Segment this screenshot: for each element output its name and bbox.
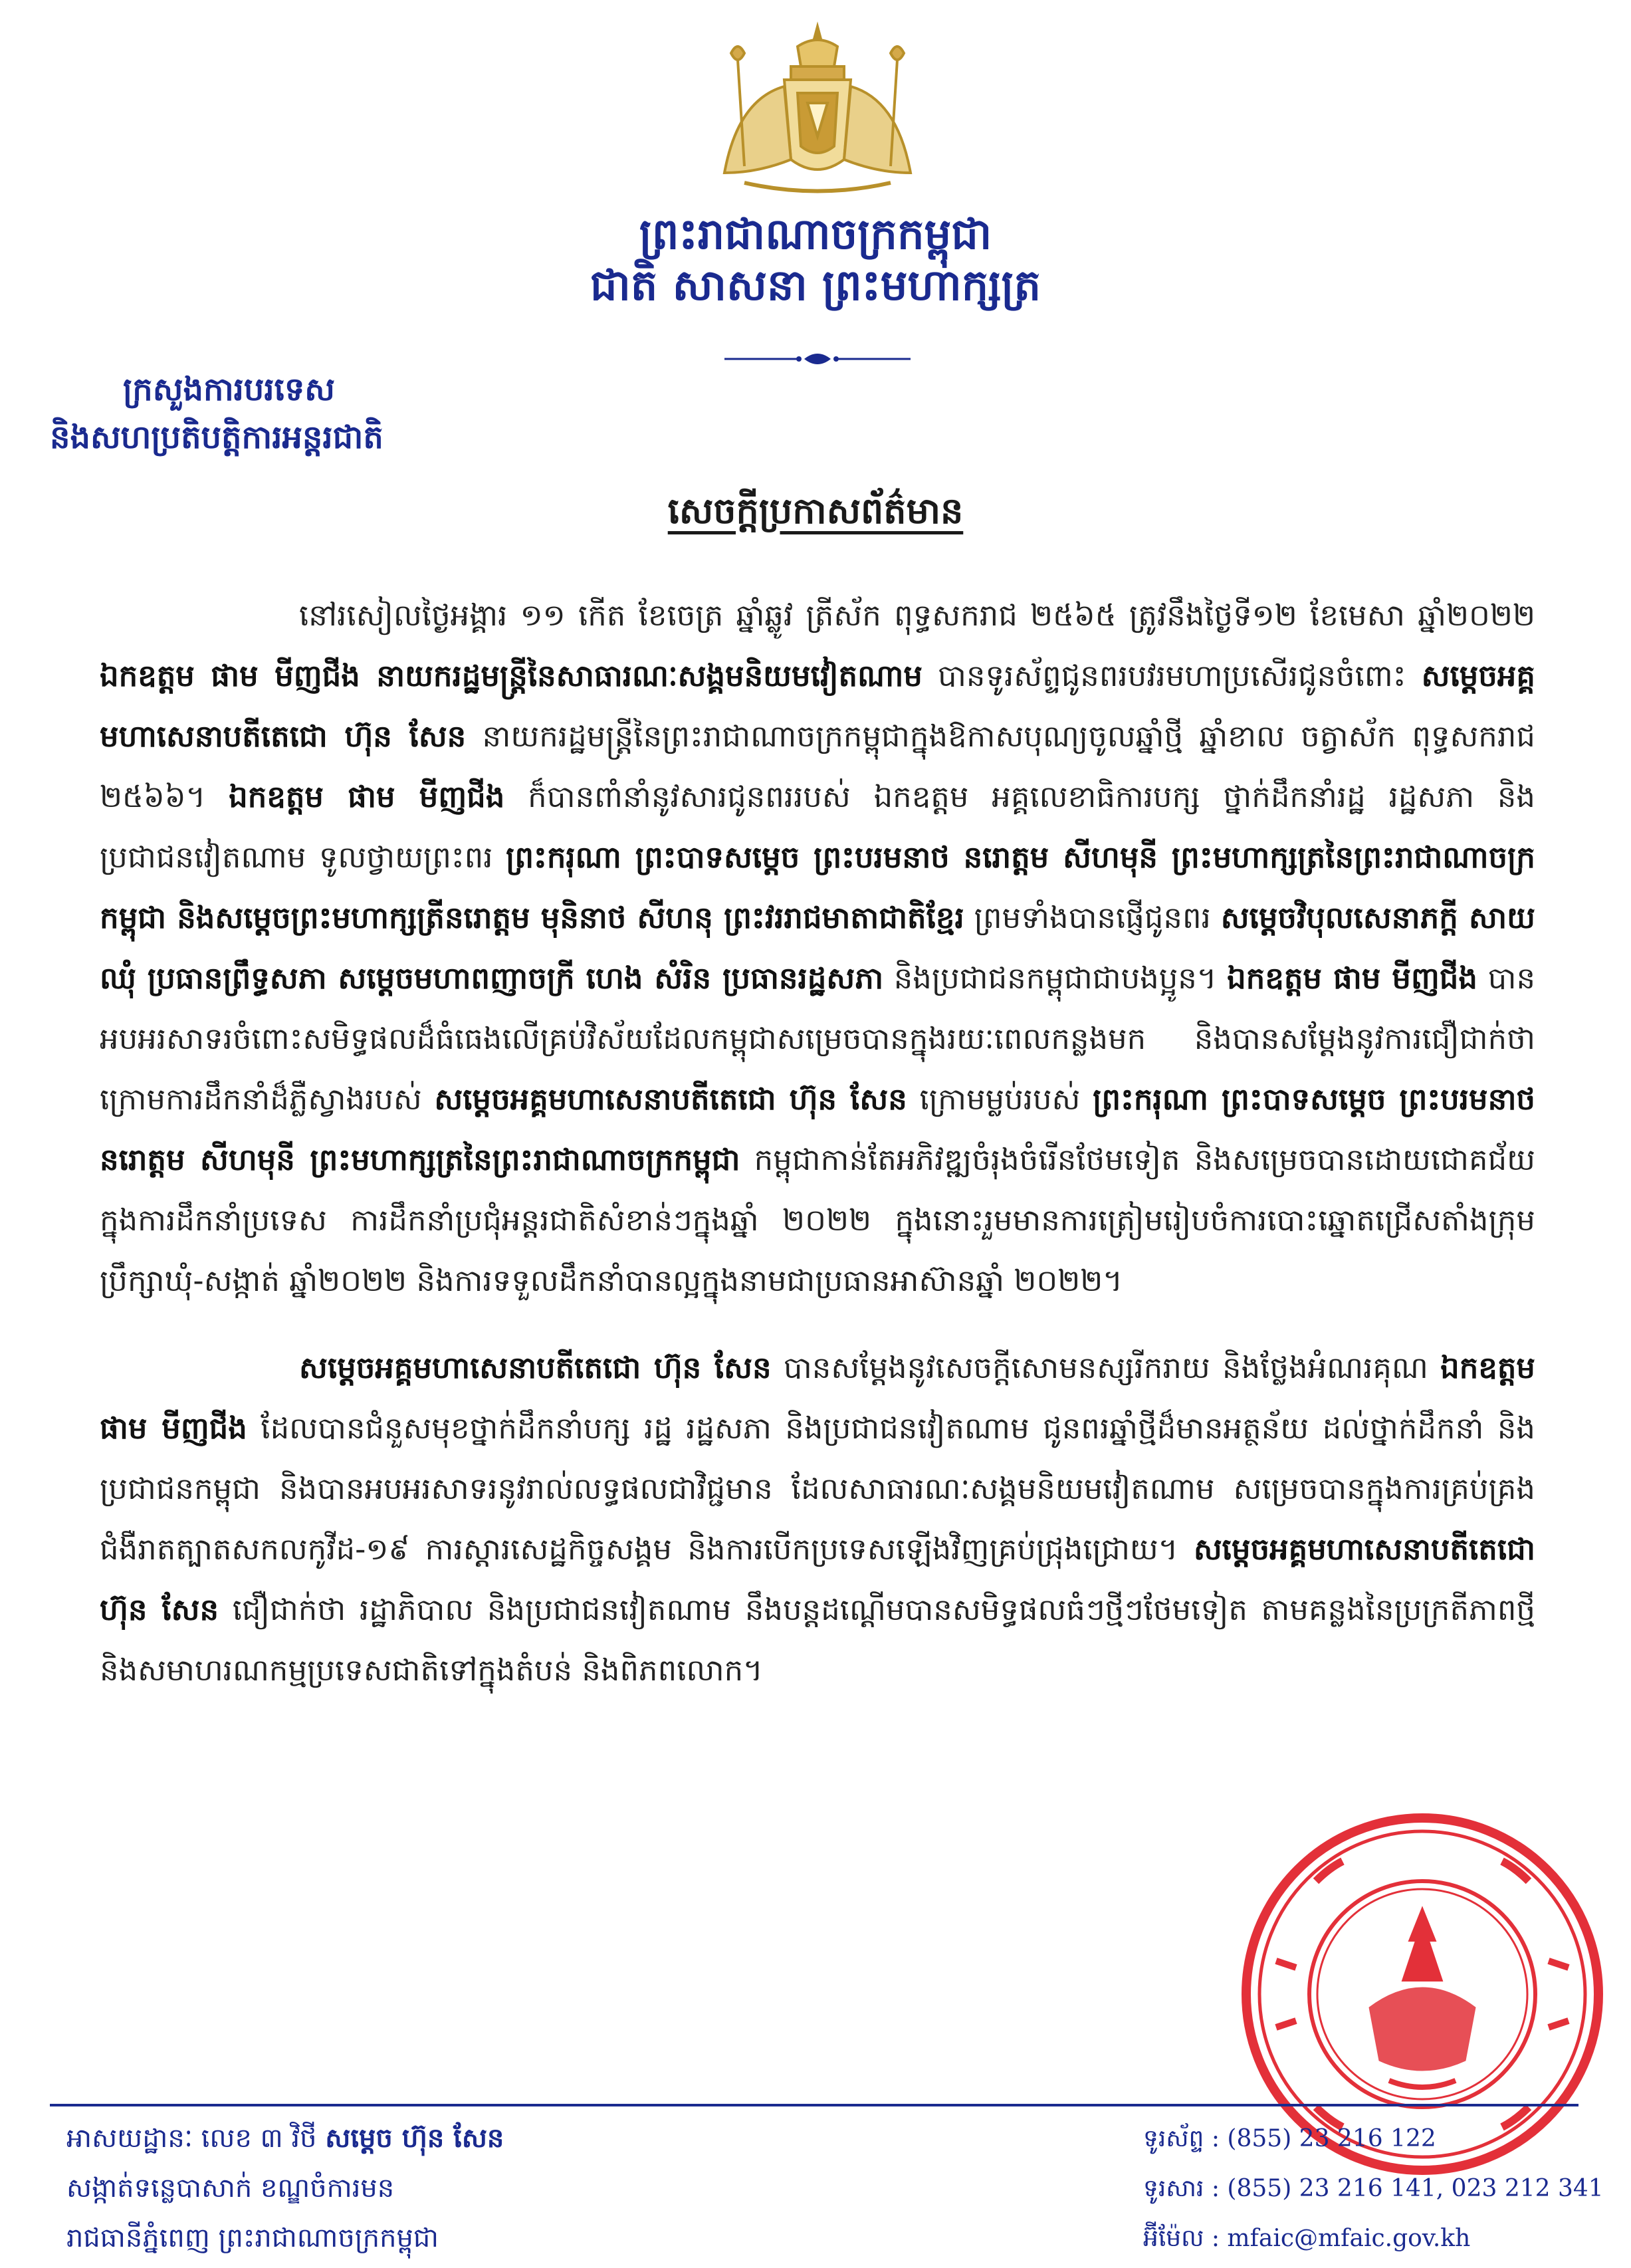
fax-value: : (855) 23 216 141, 023 212 341 [1211, 2175, 1604, 2202]
paragraph1-segment: ព្រះករុណា ព្រះបាទសម្តេច ព្រះបរមនាថ នរោត្តម សីហមុនី ព្រះមហាក្សត្រនៃព្រះរាជាណាចក្រកម្ពុជា [100, 1081, 1535, 1177]
royal-emblem-icon [698, 20, 937, 199]
paragraph1-segment: នាយករដ្ឋមន្ត្រីនៃព្រះរាជាណាចក្រកម្ពុជាក្នុងឱកាសបុណ្យចូលឆ្នាំថ្មី ឆ្នាំខាល ចត្វាស័ក ពុទ្ធសករាជ ២៥៦៦។ [100, 719, 1535, 814]
kingdom-title: ព្រះរាជាណាចក្រកម្ពុជា [639, 210, 992, 259]
paragraph2-segment: សម្តេចអគ្គមហាសេនាបតីតេជោ ហ៊ុន សែន [100, 1531, 1535, 1627]
footer-contacts [1143, 2114, 1604, 2263]
paragraph1-segment: ឯកឧត្តម ផាម មីញជីង នាយករដ្ឋមន្ត្រីនៃសាធារណៈសង្គមនិយមវៀតណាម [100, 658, 923, 693]
document-body [100, 585, 1535, 1727]
address-line-1 [66, 2114, 504, 2164]
paragraph1-segment: ក៏បានពាំនាំនូវសារជូនពររបស់ ឯកឧត្តម អគ្គលេខាធិការបក្ស ថ្នាក់ដឹកនាំរដ្ឋ រដ្ឋសភា និងប្រជាជនវៀតណាម ទូលថ្វាយព្រះពរ [100, 779, 1536, 875]
address-street: សម្តេច ហ៊ុន សែន [325, 2123, 504, 2154]
contact-email [1143, 2213, 1604, 2263]
paragraph2-segment: ជឿជាក់ថា រដ្ឋាភិបាល និងប្រជាជនវៀតណាម នឹងបន្តដណ្តើមបានសមិទ្ធផលធំៗថ្មីៗថែមទៀត តាមគន្លងនៃប្រក្រតីភាពថ្មី និងសមាហរណកម្មប្រទេសជាតិទៅក្នុងតំបន់ និងពិភពលោក។ [100, 1592, 1535, 1688]
ministry-name-line1: ក្រសួងការបរទេស [123, 371, 335, 408]
footer-address [66, 2114, 504, 2263]
document-title: សេចក្តីប្រកាសព័ត៌មាន [667, 490, 964, 532]
paragraph2-segment: ដែលបានជំនួសមុខថ្នាក់ដឹកនាំបក្ស រដ្ឋ រដ្ឋសភា និងប្រជាជនវៀតណាម ជូនពរឆ្នាំថ្មីដ៏មានអត្ថន័យ ដល់ថ្នាក់ដឹកនាំ និងប្រជាជនកម្ពុជា និងបានអបអរសាទរនូវរាល់លទ្ធផលជាវិជ្ជមាន ដែលសាធារណៈសង្គមនិយមវៀតណាម សម្រេចបានក្នុងការគ្រប់គ្រងជំងឺរាតត្បាតសកលកូវីដ-១៩ ការស្តារសេដ្ឋកិច្ចសង្គម និងការបើកប្រទេសឡើងវិញគ្រប់ជ្រុងជ្រោយ។ [100, 1411, 1535, 1567]
paragraph-2 [100, 1337, 1535, 1700]
fax-label: ទូរសារ [1143, 2175, 1204, 2202]
address-line-2: សង្កាត់ទន្លេបាសាក់ ខណ្ឌចំការមន [66, 2173, 395, 2204]
kingdom-motto: ជាតិ សាសនា ព្រះមហាក្សត្រ [590, 261, 1041, 310]
paragraph2-segment: ឯកឧត្តម ផាម មីញជីង [100, 1350, 1535, 1446]
footer-divider [50, 2104, 1578, 2106]
paragraph1-segment: បានទូរស័ព្ទជូនពរបវរមហាប្រសើរជូនចំពោះ [922, 658, 1422, 693]
address-prefix: អាសយដ្ឋានៈ លេខ ៣ វិថី [66, 2123, 326, 2154]
ministry-name-line2: និងសហប្រតិបត្តិការអន្តរជាតិ [50, 419, 383, 456]
paragraph-1 [100, 585, 1535, 1311]
paragraph1-segment: សម្តេចវិបុលសេនាភក្តី សាយ ឈុំ ប្រធានព្រឹទ្ធសភា សម្តេចមហាពញាចក្រី ហេង សំរិន ប្រធានរដ្ឋសភា [100, 900, 1535, 996]
paragraph1-segment: ព្រមទាំងបានផ្ញើជូនពរ [964, 900, 1221, 935]
paragraph1-segment: សម្តេចអគ្គមហាសេនាបតីតេជោ ហ៊ុន សែន [434, 1081, 907, 1117]
paragraph2-segment: បានសម្តែងនូវសេចក្តីសោមនស្សរីករាយ និងថ្លែងអំណរគុណ [771, 1350, 1441, 1385]
contact-phone [1143, 2114, 1604, 2164]
paragraph1-segment: ក្រោមម្លប់របស់ [907, 1081, 1093, 1117]
paragraph1-segment: ព្រះករុណា ព្រះបាទសម្តេច ព្រះបរមនាថ នរោត្តម សីហមុនី ព្រះមហាក្សត្រនៃព្រះរាជាណាចក្រកម្ពុជា និងសម្តេចព្រះមហាក្សត្រីនរោត្តម មុនិនាថ សីហនុ ព្រះវររាជមាតាជាតិខ្មែរ [100, 840, 1535, 935]
paragraph1-segment: បានអបអរសាទរចំពោះសមិទ្ធផលដ៏ធំធេងលើគ្រប់វិស័យដែលកម្ពុជាសម្រេចបានក្នុងរយៈពេលកន្លងមក និងបានសម្តែងនូវការជឿជាក់ថា ក្រោមការដឹកនាំដ៏ភ្លឺស្វាងរបស់ [100, 961, 1536, 1117]
paragraph1-segment: កម្ពុជាកាន់តែអភិវឌ្ឍចំរុងចំរើនថែមទៀត និងសម្រេចបានដោយជោគជ័យក្នុងការដឹកនាំប្រទេស ការដឹកនាំប្រជុំអន្តរជាតិសំខាន់ៗក្នុងឆ្នាំ ២០២២ ក្នុងនោះរួមមានការត្រៀមរៀបចំការបោះឆ្នោតជ្រើសតាំងក្រុមប្រឹក្សាឃុំ-សង្កាត់ ឆ្នាំ២០២២ និងការទទួលដឹកនាំបានល្អក្នុងនាមជាប្រធានអាស៊ានឆ្នាំ ២០២២។ [100, 1142, 1535, 1298]
paragraph2-segment: សម្តេចអគ្គមហាសេនាបតីតេជោ ហ៊ុន សែន [299, 1350, 772, 1385]
email-value[interactable]: : mfaic@mfaic.gov.kh [1211, 2225, 1471, 2252]
contact-fax [1143, 2164, 1604, 2213]
address-line-3: រាជធានីភ្នំពេញ ព្រះរាជាណាចក្រកម្ពុជា [66, 2223, 439, 2253]
paragraph1-segment: នៅរសៀលថ្ងៃអង្គារ ១១ កើត ខែចេត្រ ឆ្នាំឆ្លូវ ត្រីស័ក ពុទ្ធសករាជ ២៥៦៥ ត្រូវនឹងថ្ងៃទី១២ ខែមេសា ឆ្នាំ២០២២ [299, 598, 1535, 633]
paragraph1-segment: ឯកឧត្តម ផាម មីញជីង [229, 779, 505, 814]
divider-ornament-icon [724, 346, 911, 372]
phone-label: ទូរស័ព្ទ [1143, 2125, 1204, 2152]
email-label: អ៊ីម៉ែល [1143, 2225, 1204, 2252]
paragraph1-segment: និងប្រជាជនកម្ពុជាជាបងប្អូន។ [883, 961, 1228, 996]
phone-value: : (855) 23 216 122 [1211, 2125, 1436, 2152]
paragraph1-segment: ឯកឧត្តម ផាម មីញជីង [1227, 961, 1477, 996]
paragraph1-segment: សម្តេចអគ្គមហាសេនាបតីតេជោ ហ៊ុន សែន [100, 658, 1535, 754]
